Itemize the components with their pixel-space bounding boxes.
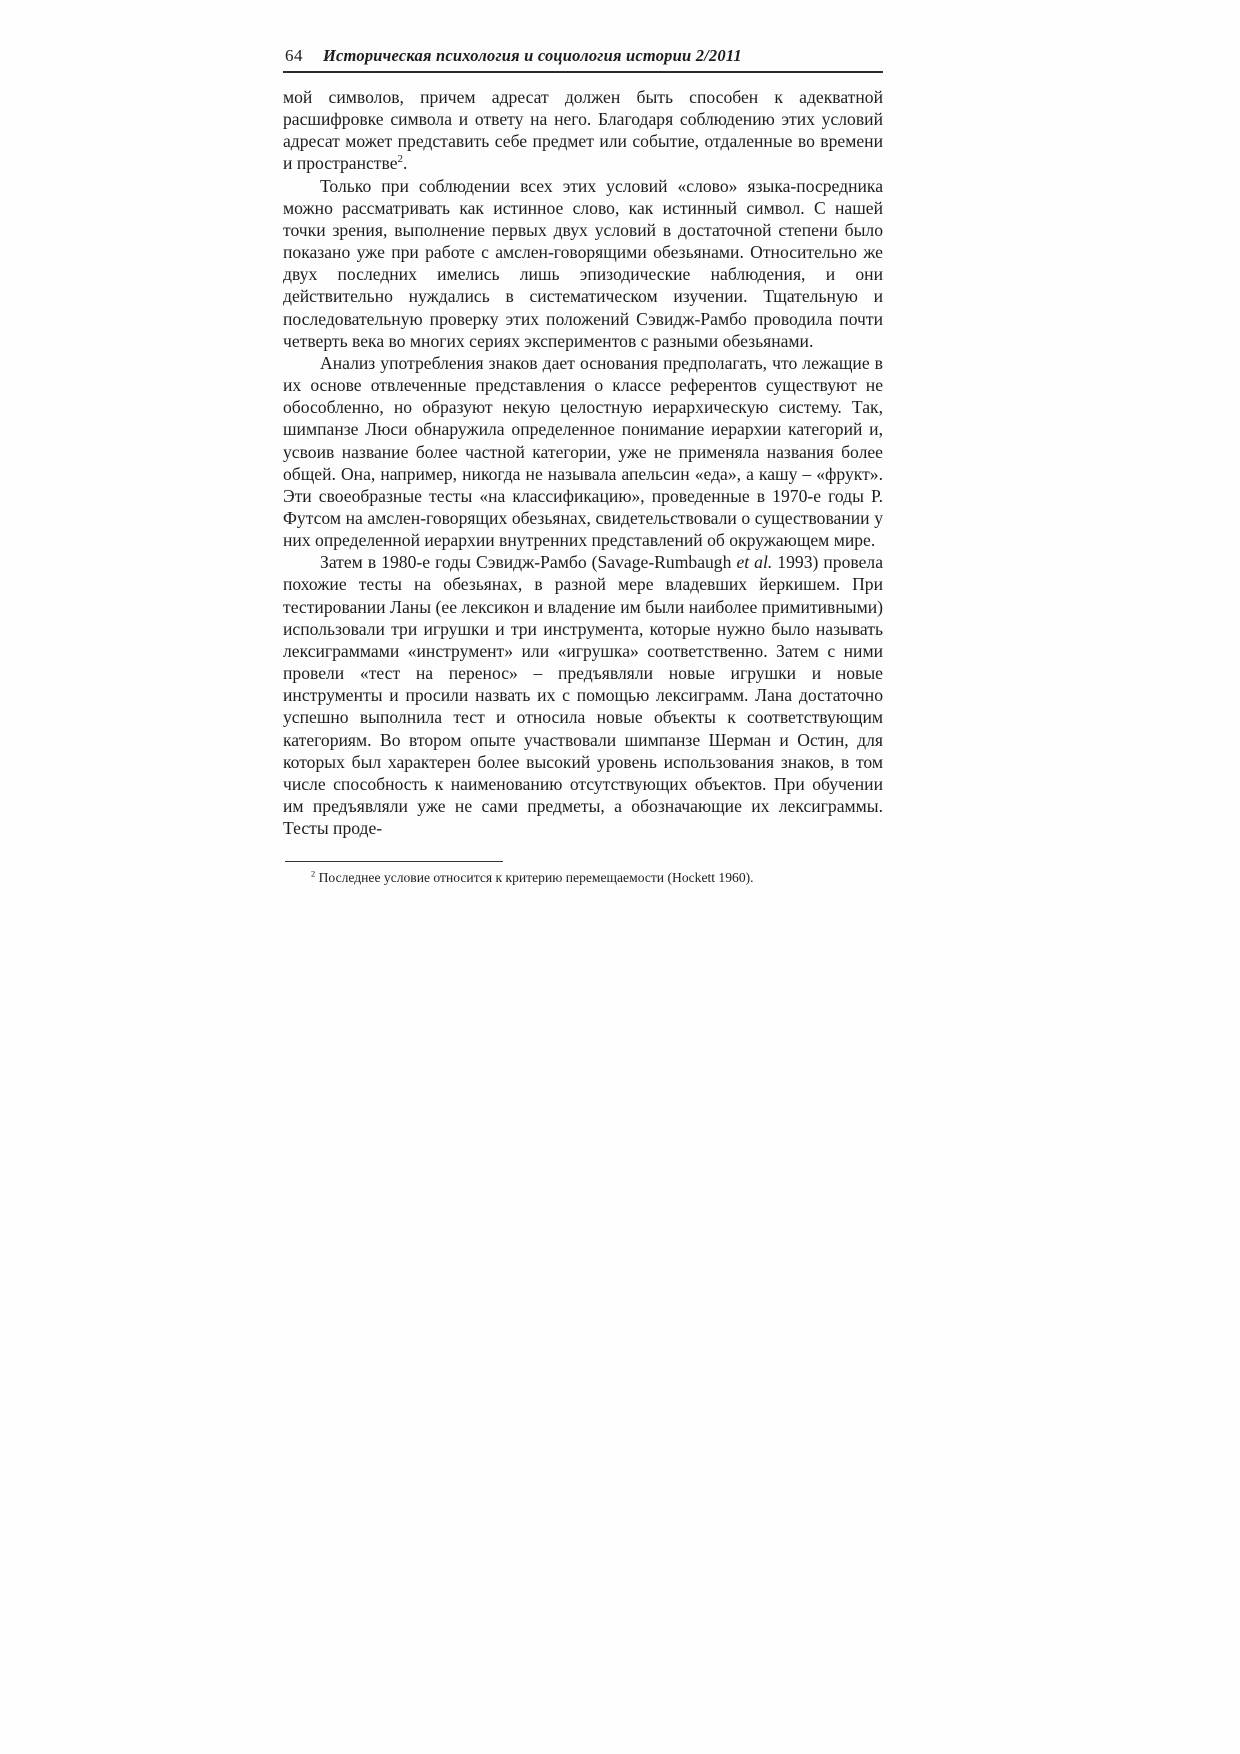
- footnote-marker: 2: [311, 868, 316, 879]
- footnote-rule: [285, 861, 503, 862]
- paragraph: Только при соблюдении всех этих условий «слово» языка-посредника можно рассматривать как истинное слово, как истинный символ. С нашей точки зрения, выполнение первых двух условий в достаточной степени было показано уже при работе с амслен-говорящими обезьянами. Относительно же двух последних имелись лишь эпизодические наблюдения, и они действительно нуждались в систематическом изучении. Тщательную и последовательную проверку этих положений Сэвидж-Рамбо проводила почти четверть века во многих сериях экспериментов с разными обезьянами.: [283, 175, 883, 351]
- page-header: [283, 46, 883, 71]
- page-number: 64: [285, 46, 303, 65]
- paragraph: Затем в 1980-е годы Сэвидж-Рамбо (Savage-Rumbaugh et al. 1993) провела похожие тесты на обезьянах, в разной мере владевших йеркишем. При тестировании Ланы (ее лексикон и владение им были наиболее примитивными) использовали три игрушки и три инструмента, которые нужно было называть лексиграммами «инструмент» или «игрушка» соответственно. Затем с ними провели «тест на перенос» – предъявляли новые игрушки и новые инструменты и просили назвать их с помощью лексиграмм. Лана достаточно успешно выполнила тест и относила новые объекты к соответствующим категориям. Во втором опыте участвовали шимпанзе Шерман и Остин, для которых был характерен более высокий уровень использования знаков, в том числе способность к наименованию отсутствующих объектов. При обучении им предъявляли уже не сами предметы, а обозначающие их лексиграммы. Тесты проде-: [283, 552, 883, 839]
- footnote: [283, 869, 883, 886]
- text-column: [283, 46, 883, 886]
- footnote-text: Последнее условие относится к критерию перемещаемости (Hockett 1960).: [315, 870, 754, 886]
- body-text: [283, 86, 883, 839]
- paragraph: Анализ употребления знаков дает основания предполагать, что лежащие в их основе отвлеченные представления о классе референтов существуют не обособленно, но образуют некую целостную иерархическую систему. Так, шимпанзе Люси обнаружила определенное понимание иерархии категорий и, усвоив название более частной категории, уже не применяла названия более общей. Она, например, никогда не называла апельсин «еда», а кашу – «фрукт». Эти своеобразные тесты «на классификацию», проведенные в 1970-е годы Р. Футсом на амслен-говорящих обезьянах, свидетельствовали о существовании у них определенной иерархии внутренних представлений об окружающем мире.: [283, 352, 883, 551]
- header-rule: [283, 71, 883, 73]
- journal-title: Историческая психология и социология истории 2/2011: [323, 46, 742, 65]
- paragraph: мой символов, причем адресат должен быть способен к адекватной расшифровке символа и ответу на него. Благодаря соблюдению этих условий адресат может представить себе предмет или событие, отдаленные во времени и пространстве$^2$.: [283, 87, 883, 174]
